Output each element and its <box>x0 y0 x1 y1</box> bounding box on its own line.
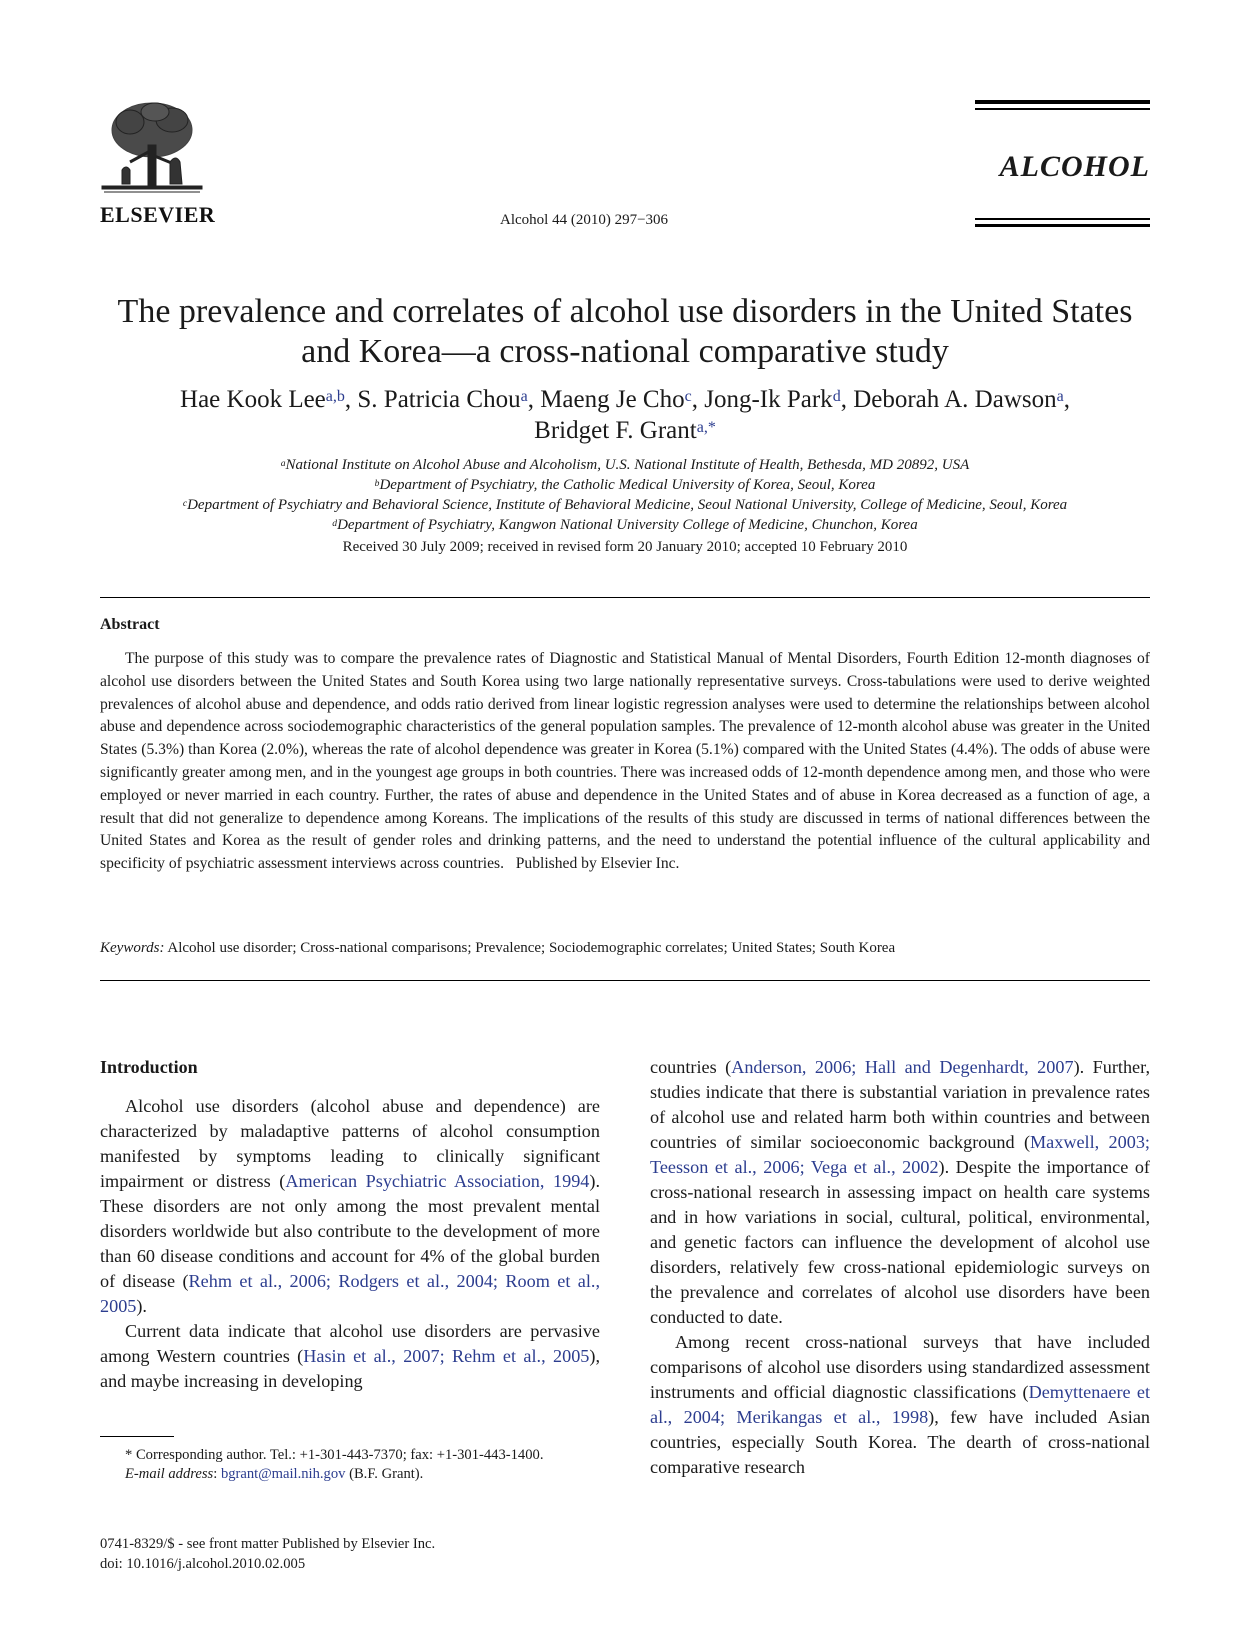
author-name: S. Patricia Chou <box>357 386 521 413</box>
section-heading: Introduction <box>100 1057 198 1077</box>
header-rule <box>975 100 1150 104</box>
affiliation <box>100 455 1150 475</box>
header-rule <box>975 224 1150 227</box>
author-name: Deborah A. Dawson <box>853 386 1057 413</box>
citation-link[interactable]: Anderson, 2006; Hall and Degenhardt, 2007 <box>731 1057 1074 1077</box>
publisher-wordmark: ELSEVIER <box>100 202 216 227</box>
affiliation-text: Department of Psychiatry and Behavioral Science, Institute of Behavioral Medicine, Seoul National University, College of Medicine, Seoul, Korea <box>187 497 1068 513</box>
paragraph: Current data indicate that alcohol use disorders are pervasive among Western countries (Hasin et al., 2007; Rehm et al., 2005), and maybe increasing in developing <box>100 1321 601 1391</box>
abstract-heading: Abstract <box>100 616 160 633</box>
email-label: E-mail address <box>125 1466 214 1482</box>
corresponding-author-note: * Corresponding author. Tel.: +1-301-443-7370; fax: +1-301-443-1400. <box>125 1447 544 1463</box>
divider <box>100 597 1150 598</box>
affiliation-marker: a <box>280 457 286 469</box>
email-link[interactable]: bgrant@mail.nih.gov <box>220 1466 346 1482</box>
author-name: Bridget F. Grant <box>534 417 697 444</box>
affiliation-marker: b <box>374 477 380 489</box>
divider <box>100 980 1150 981</box>
footnote <box>100 1446 600 1484</box>
email-suffix: (B.F. Grant). <box>345 1466 424 1482</box>
author-name: Jong-Ik Park <box>704 386 833 413</box>
header-rule <box>975 218 1150 220</box>
header-rule <box>975 108 1150 110</box>
citation-link[interactable]: Maxwell, 2003; Teesson et al., 2006; Vega et al., 2002 <box>650 1132 1150 1177</box>
paragraph: Alcohol use disorders (alcohol abuse and dependence) are characterized by maladaptive patterns of alcohol consumption manifested by symptoms leading to clinically significant impairment or distress (American Psychiatric Association, 1994). These disorders are not only among the most prevalent mental disorders worldwide but also contribute to the development of more than 60 disease conditions and account for 4% of the global burden of disease (Rehm et al., 2006; Rodgers et al., 2004; Room et al., 2005). <box>100 1096 601 1316</box>
keywords-text: Alcohol use disorder; Cross-national comparisons; Prevalence; Sociodemographic correlates; United States; South Korea <box>167 940 896 956</box>
citation-link[interactable]: Hasin et al., 2007; Rehm et al., 2005 <box>303 1346 590 1366</box>
front-matter <box>100 1534 435 1574</box>
author-name: Maeng Je Cho <box>540 386 685 413</box>
left-column <box>100 1055 600 1394</box>
elsevier-tree-logo <box>100 100 220 200</box>
citation-link[interactable]: Demyttenaere et al., 2004; Merikangas et al., 1998 <box>650 1382 1150 1427</box>
right-column <box>650 1055 1150 1480</box>
keywords-label: Keywords: <box>100 940 165 956</box>
author-affiliation-marker[interactable]: a <box>520 388 528 406</box>
author-affiliation-marker[interactable]: a,* <box>696 419 716 437</box>
article-title: The prevalence and correlates of alcohol use disorders in the United States and Korea—a cross-national comparative study <box>117 293 1133 370</box>
affiliation-marker: c <box>182 497 188 509</box>
author-list: Hae Kook Lee$^{a,b}$, S. Patricia Chou$^a$, Maeng Je Cho$^c$, Jong-Ik Park$^d$, Deborah A. Dawson$^a$, Bridget F. Grant$^{a,*}$ <box>180 386 1070 444</box>
received-dates: Received 30 July 2009; received in revised form 20 January 2010; accepted 10 February 2010 <box>342 539 908 555</box>
email-line: E-mail address: bgrant@mail.nih.gov (B.F. Grant). <box>125 1466 424 1482</box>
footnote-rule <box>100 1436 174 1437</box>
journal-citation: Alcohol 44 (2010) 297−306 <box>500 212 669 228</box>
author-name: Hae Kook Lee <box>180 386 326 413</box>
citation-link[interactable]: Rehm et al., 2006; Rodgers et al., 2004; Room et al., 2005 <box>100 1271 601 1316</box>
abstract-text: The purpose of this study was to compare the prevalence rates of Diagnostic and Statistical Manual of Mental Disorders, Fourth Edition 12-month diagnoses of alcohol use disorders between the United States and South Korea using two large nationally representative surveys. Cross-tabulations were used to derive weighted prevalences of alcohol abuse and dependence, and odds ratio derived from linear logistic regression analyses were used to determine the relationships between alcohol abuse and dependence across sociodemographic characteristics of the general population samples. The prevalence of 12-month alcohol abuse was greater in the United States (5.3%) than Korea (2.0%), whereas the rate of alcohol dependence was greater in Korea (5.1%) compared with the United States (4.4%). The odds of abuse were significantly greater among men, and in the youngest age groups in both countries. There was increased odds of 12-month dependence among men, and those who were employed or never married in each country. Further, the rates of abuse and dependence in the United States and of abuse in Korea decreased as a function of age, a result that did not generalize to dependence among Koreans. The implications of the results of this study are discussed in terms of national differences between the United States and Korea as the result of gender roles and drinking patterns, and the need to understand the potential influence of the cultural applicability and specificity of psychiatric assessment interviews across countries. <box>100 650 1150 873</box>
citation-link[interactable]: American Psychiatric Association, 1994 <box>285 1171 590 1191</box>
doi-line: doi: 10.1016/j.alcohol.2010.02.005 <box>100 1556 306 1572</box>
affiliation-text: Department of Psychiatry, Kangwon National University College of Medicine, Chunchon, Korea <box>337 517 918 533</box>
author-affiliation-marker[interactable]: a,b <box>325 388 345 406</box>
issn-line: 0741-8329/$ - see front matter Published by Elsevier Inc. <box>100 1536 436 1552</box>
author-affiliation-marker[interactable]: d <box>832 388 841 406</box>
affiliation <box>100 495 1150 515</box>
affiliation-text: National Institute on Alcohol Abuse and Alcoholism, U.S. National Institute of Health, Bethesda, MD 20892, USA <box>285 457 970 473</box>
paragraph: countries (Anderson, 2006; Hall and Degenhardt, 2007). Further, studies indicate that there is substantial variation in prevalence rates of alcohol use and related harm both within countries and between countries of similar socioeconomic background (Maxwell, 2003; Teesson et al., 2006; Vega et al., 2002). Despite the importance of cross-national research in assessing impact on health care systems and in how variations in social, cultural, political, environmental, and genetic factors can influence the development of alcohol use disorders, relatively few cross-national epidemiologic surveys on the prevalence and correlates of alcohol use disorders have been conducted to date. <box>650 1057 1150 1327</box>
affiliation <box>100 515 1150 535</box>
keywords <box>100 940 1150 957</box>
affiliation-list <box>100 455 1150 535</box>
abstract-published: Published by Elsevier Inc. <box>515 855 680 873</box>
paragraph: Among recent cross-national surveys that have included comparisons of alcohol use disorders using standardized assessment instruments and official diagnostic classifications (Demyttenaere et al., 2004; Merikangas et al., 1998), few have included Asian countries, especially South Korea. The dearth of cross-national comparative research <box>650 1332 1150 1477</box>
affiliation <box>100 475 1150 495</box>
author-affiliation-marker[interactable]: c <box>684 388 692 406</box>
affiliation-text: Department of Psychiatry, the Catholic Medical University of Korea, Seoul, Korea <box>379 477 876 493</box>
abstract-body <box>100 648 1150 876</box>
affiliation-marker: d <box>332 517 338 529</box>
journal-name: ALCOHOL <box>999 150 1150 183</box>
author-affiliation-marker[interactable]: a <box>1056 388 1064 406</box>
